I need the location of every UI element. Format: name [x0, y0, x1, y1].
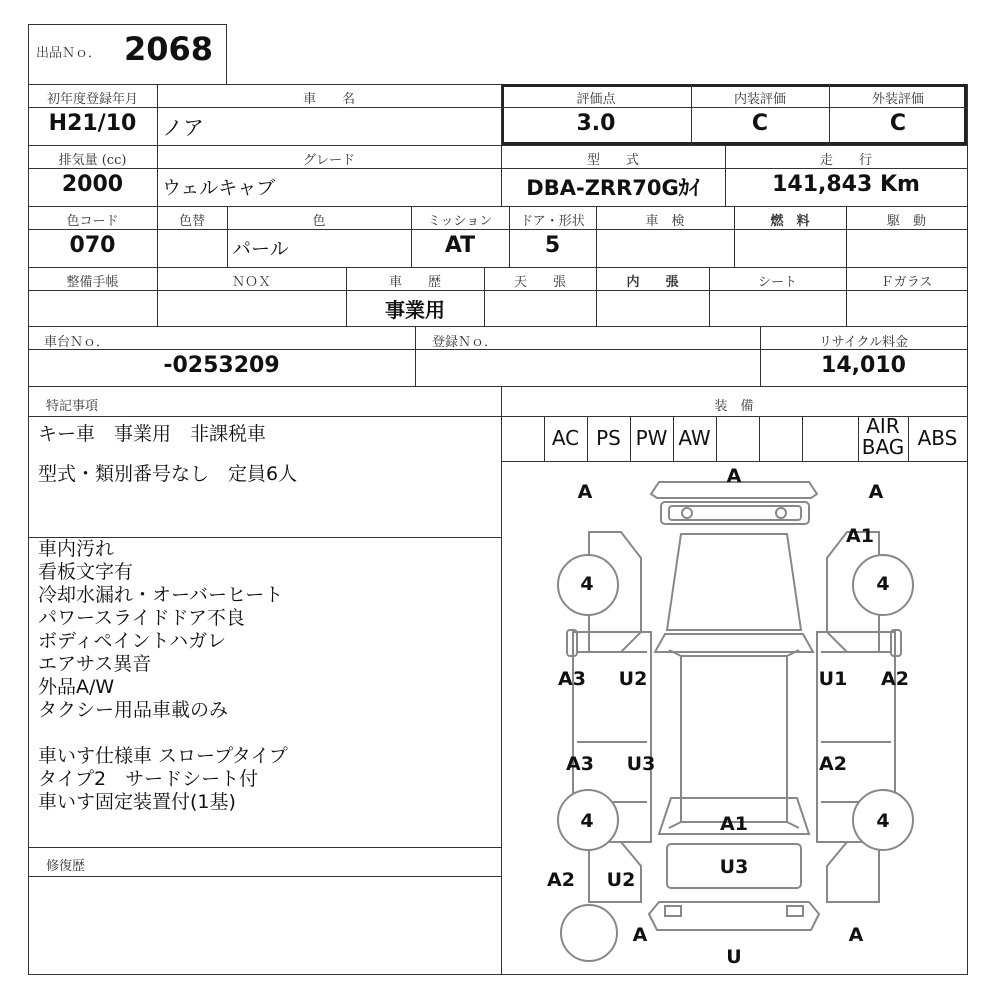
history-label: 車 歴 [388, 275, 441, 290]
detail-line-1: 車内汚れ [38, 538, 115, 560]
damage-rear-a1: A1 [720, 813, 748, 835]
mission-value: AT [444, 233, 476, 258]
mileage-label: 走 行 [819, 153, 872, 168]
tire-front-right: 4 [876, 573, 890, 595]
detail-line-6: エアサス異音 [38, 653, 152, 675]
interior-label: 内装評価 [733, 92, 786, 107]
damage-right-a2-2: A2 [819, 753, 847, 775]
tire-rear-right: 4 [876, 810, 890, 832]
damage-front-center: A [726, 465, 742, 487]
tire-front-left: 4 [580, 573, 594, 595]
score-value: 3.0 [576, 111, 616, 136]
detail-line-12: 車いす固定装置付(1基) [38, 791, 236, 813]
detail-line-8: タクシー用品車載のみ [38, 699, 229, 721]
fuel-label: 燃 料 [770, 214, 810, 229]
displacement-label: 排気量 (cc) [58, 153, 127, 168]
first-reg-label: 初年度登録年月 [46, 92, 138, 107]
color-code-label: 色コード [66, 214, 119, 229]
interior-value: C [751, 111, 769, 136]
equip-ps: PS [596, 426, 621, 450]
color-code-value: 070 [69, 233, 116, 258]
displacement-value: 2000 [61, 172, 124, 197]
damage-rear-center: U [726, 946, 742, 968]
first-reg-value: H21/10 [48, 111, 137, 136]
recycle-value: 14,010 [821, 353, 906, 378]
color-change-label: 色替 [178, 214, 205, 229]
grade-label: グレード [302, 153, 355, 168]
damage-left-u3: U3 [626, 753, 656, 775]
notes-label: 特記事項 [46, 399, 99, 414]
roof-label: 天 張 [513, 275, 566, 290]
detail-line-11: タイプ2 サードシート付 [38, 768, 259, 790]
detail-line-7: 外品A/W [38, 676, 115, 698]
lot-label: 出品Ｎｏ． [36, 46, 102, 61]
damage-left-u2-2: U2 [606, 869, 636, 891]
damage-right-a2-1: A2 [881, 668, 909, 690]
damage-left-a3-1: A3 [558, 668, 586, 690]
grade-value: ウェルキャブ [162, 177, 276, 199]
color-value: パール [232, 238, 289, 260]
mission-label: ミッション [427, 214, 493, 229]
mileage-value: 141,843 Km [772, 172, 920, 197]
chassis-label: 車台Ｎｏ． [44, 335, 110, 350]
interior-trim-label: 内 張 [626, 275, 679, 290]
damage-left-a2: A2 [547, 869, 575, 891]
damage-rear-right: A [848, 924, 864, 946]
car-diagram [501, 462, 967, 974]
seat-label: シート [757, 275, 797, 290]
reg-label: 登録Ｎｏ． [432, 335, 498, 350]
glass-label: Ｆガラス [880, 275, 933, 290]
chassis-value: -0253209 [163, 353, 280, 378]
history-value: 事業用 [385, 298, 445, 322]
door-label: ドア・形状 [520, 214, 585, 229]
equip-aw: AW [678, 426, 711, 450]
damage-front-left: A [577, 481, 593, 503]
damage-front-right-2: A1 [846, 525, 874, 547]
car-name-value: ノア [162, 116, 204, 140]
damage-right-u1: U1 [818, 668, 848, 690]
car-name-label: 車 名 [302, 92, 355, 107]
detail-line-3: 冷却水漏れ・オーバーヒート [38, 584, 284, 606]
door-value: 5 [544, 233, 561, 258]
model-label: 型 式 [586, 153, 639, 168]
equip-pw: PW [635, 426, 668, 450]
tire-rear-left: 4 [580, 810, 594, 832]
notes-line-1: キー車 事業用 非課税車 [38, 423, 267, 445]
model-value: DBA-ZRR70Gｶｲ [526, 176, 700, 200]
damage-rear-u3: U3 [719, 856, 749, 878]
equip-abs: ABS [917, 426, 958, 450]
lot-number: 2068 [124, 30, 214, 68]
damage-rear-left: A [632, 924, 648, 946]
equip-ac: AC [551, 426, 580, 450]
repair-label: 修復歴 [46, 859, 86, 874]
exterior-value: C [889, 111, 907, 136]
maintenance-label: 整備手帳 [66, 275, 119, 290]
detail-line-2: 看板文字有 [38, 561, 134, 583]
detail-line-4: パワースライドドア不良 [38, 607, 245, 629]
damage-front-right: A [868, 481, 884, 503]
damage-left-a3-2: A3 [566, 753, 594, 775]
inspection-label: 車 検 [645, 214, 685, 229]
equipment-label: 装 備 [714, 399, 754, 414]
detail-line-10: 車いす仕様車 スロープタイプ [38, 745, 288, 767]
notes-line-2: 型式・類別番号なし 定員6人 [38, 463, 298, 485]
nox-label: ＮＯＸ [231, 275, 271, 290]
equip-airbag: AIR BAG [861, 414, 905, 459]
drive-label: 駆 動 [886, 214, 926, 229]
color-label: 色 [312, 214, 326, 229]
damage-left-u2-1: U2 [618, 668, 648, 690]
recycle-label: リサイクル料金 [818, 335, 909, 350]
exterior-label: 外装評価 [871, 92, 924, 107]
score-label: 評価点 [576, 92, 616, 107]
detail-line-5: ボディペイントハガレ [38, 630, 227, 652]
